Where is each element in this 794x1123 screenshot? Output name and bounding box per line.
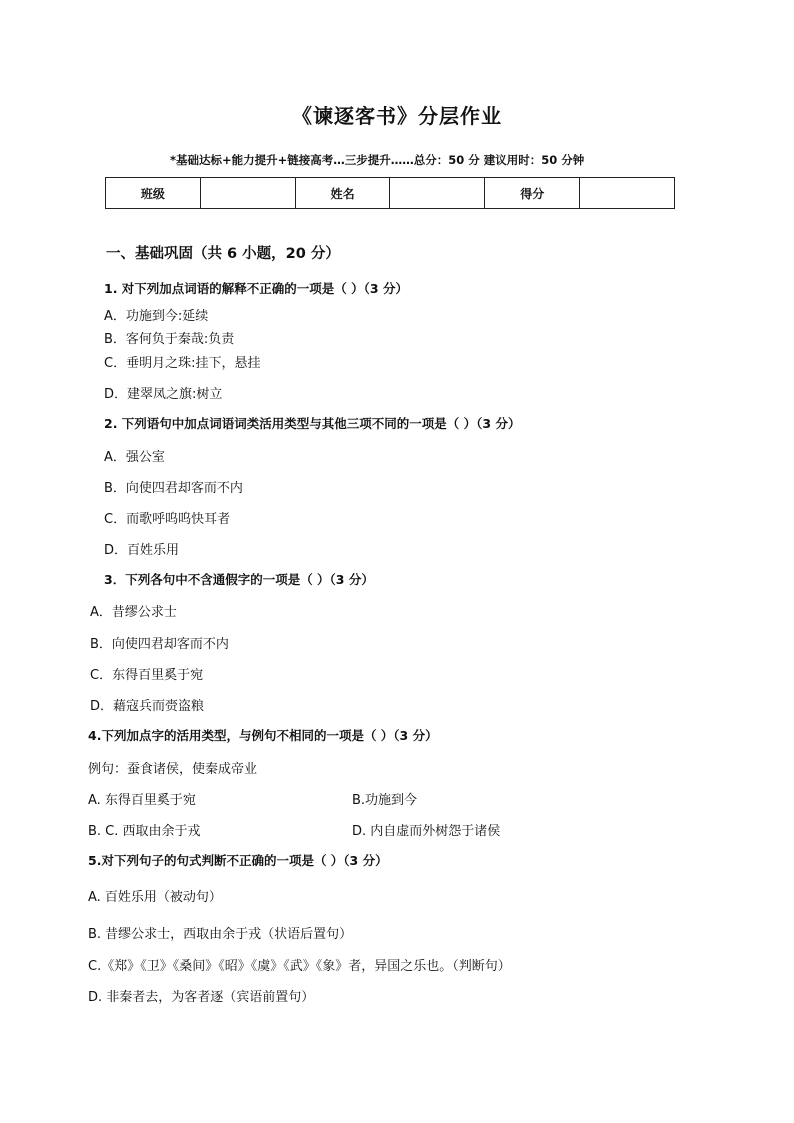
question-2-option-a: A．强公室: [104, 450, 165, 465]
question-3-option-b: B．向使四君却客而不内: [90, 637, 229, 652]
document-title: 《谏逐客书》分层作业: [292, 104, 502, 128]
section-heading-basics: 一、基础巩固（共 6 小题，20 分）: [106, 246, 340, 262]
question-3-option-d: D．藉寇兵而赍盗粮: [90, 699, 205, 714]
document-subtitle: *基础达标+能力提升+链接高考…三步提升……总分：50 分 建议用时：50 分钟: [170, 153, 585, 167]
question-1-option-a: A．功施到今:延续: [104, 309, 209, 324]
name-label: 姓名: [295, 178, 390, 209]
class-label: 班级: [106, 178, 201, 209]
question-4-option-a: A. 东得百里奚于宛: [88, 793, 196, 808]
question-5-option-a: A. 百姓乐用（被动句）: [88, 890, 222, 905]
question-4-example: 例句：蚕食诸侯，使秦成帝业: [88, 762, 258, 777]
question-2-option-d: D．百姓乐用: [104, 543, 180, 558]
question-1-option-d: D．建翠凤之旗:树立: [104, 387, 223, 402]
question-5-stem: 5.对下列句子的句式判断不正确的一项是（ ）（3 分）: [88, 853, 388, 868]
question-1-option-c: C．垂明月之珠:挂下，悬挂: [104, 356, 261, 371]
question-3-option-c: C．东得百里奚于宛: [90, 668, 204, 683]
question-4-option-d: D. 内自虚而外树怨于诸侯: [352, 824, 501, 839]
question-5-option-b: B. 昔缪公求士，西取由余于戎（状语后置句）: [88, 927, 353, 942]
class-field[interactable]: [200, 178, 295, 209]
question-2-stem: 2. 下列语句中加点词语词类活用类型与其他三项不同的一项是（ ）（3 分）: [104, 416, 521, 431]
question-3-option-a: A．昔缪公求士: [90, 605, 177, 620]
question-4-option-b: B.功施到今: [352, 793, 418, 808]
score-field[interactable]: [580, 178, 675, 209]
question-5-option-d: D. 非秦者去，为客者逐（宾语前置句）: [88, 990, 315, 1005]
question-2-option-c: C．而歌呼呜呜快耳者: [104, 512, 231, 527]
student-info-table: [105, 177, 675, 209]
score-label: 得分: [485, 178, 580, 209]
question-4-option-c: B. C. 西取由余于戎: [88, 824, 201, 839]
question-1-option-b: B．客何负于秦哉:负责: [104, 332, 235, 347]
name-field[interactable]: [390, 178, 485, 209]
question-2-option-b: B．向使四君却客而不内: [104, 481, 243, 496]
question-1-stem: 1. 对下列加点词语的解释不正确的一项是（ ）（3 分）: [104, 281, 408, 296]
question-5-option-c: C.《郑》《卫》《桑间》《昭》《虞》《武》《象》者，异国之乐也。（判断句）: [88, 959, 511, 974]
question-4-stem: 4.下列加点字的活用类型，与例句不相同的一项是（ ）（3 分）: [88, 728, 438, 743]
question-3-stem: 3．下列各句中不含通假字的一项是（ ）（3 分）: [104, 572, 374, 587]
